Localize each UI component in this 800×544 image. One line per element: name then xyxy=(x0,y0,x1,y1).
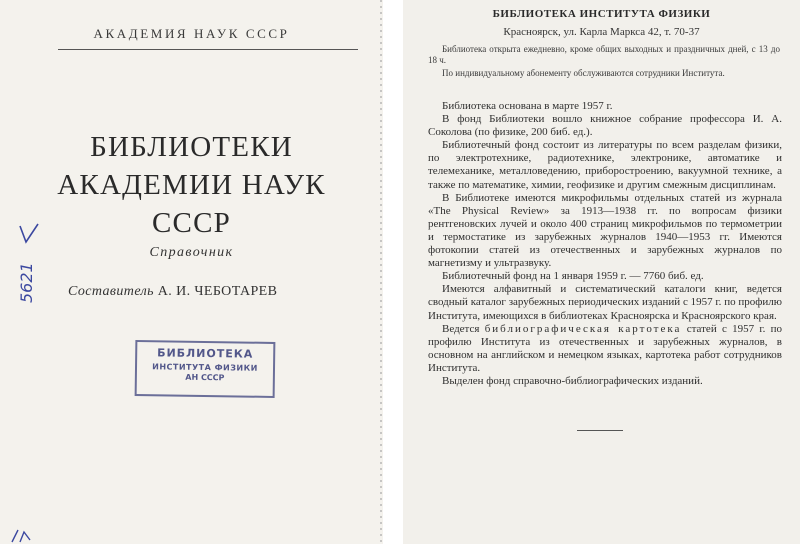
handwritten-inventory-number: 5621 xyxy=(17,262,36,303)
library-address: Красноярск, ул. Карла Маркса 42, т. 70-37 xyxy=(503,26,700,38)
pen-scribble-icon xyxy=(8,528,36,544)
paragraph: В фонд Библиотеки вошло книжное собрание профессора И. А. Соколова (по физике, 200 биб. ед.). xyxy=(428,113,782,139)
pen-checkmark-icon xyxy=(17,222,41,246)
header-rule xyxy=(58,49,358,50)
paragraph: Выделен фонд справочно-библиографических изданий. xyxy=(442,374,703,387)
author-role: Составитель xyxy=(68,284,154,299)
book-title-line: СССР xyxy=(152,207,231,239)
card-index-spaced: библиографическая картотека xyxy=(484,322,682,335)
paragraph: Имеются алфавитный и систематический каталоги книг, ведется сводный каталог зарубежных периодических изданий с 1957 г. по профилю Института, имеющихся в библиотеках Красноярска и Красноярского края. xyxy=(428,283,782,322)
publisher-heading: АКАДЕМИЯ НАУК СССР xyxy=(93,26,290,41)
book-subtitle: Справочник xyxy=(149,245,234,260)
subscription-note: По индивидуальному абонементу обслуживаются сотрудники Института. xyxy=(442,68,725,78)
book-author xyxy=(68,284,277,300)
book-title-line: АКАДЕМИИ НАУК xyxy=(57,169,326,201)
page-gap xyxy=(383,0,403,544)
paragraph: Библиотечный фонд на 1 января 1959 г. — 7760 биб. ед. xyxy=(442,270,704,283)
author-name: А. И. ЧЕБОТАРЕВ xyxy=(157,284,278,299)
paragraph: Библиотечный фонд состоит из литературы по всем разделам физики, по электротехнике, радиотехнике, электронике, автоматике и телемеханике, металловедению, приборостроению, вакуумной технике, а также по математике, химии, геофизике и другим смежным дисциплинам. xyxy=(428,139,782,191)
page-spine-edge xyxy=(374,0,383,544)
end-rule xyxy=(577,430,623,431)
book-title-line: БИБЛИОТЕКИ xyxy=(90,131,293,163)
paragraph: В Библиотеке имеются микрофильмы отдельных статей из журнала «The Physical Review» за 1913—1938 гг. по вопросам физики рентгеновских лучей и около 400 страниц микрофильмов по термометрии и термостатике из зарубежных журналов 1940—1953 гг. Имеются фотокопии статей из отечественных и зарубежных журналов по магнетизму и ультразвуку. xyxy=(428,191,782,270)
stamp-line: ИНСТИТУТА ФИЗИКИ xyxy=(152,362,258,373)
card-index-lead: Ведется xyxy=(442,322,480,335)
paragraph xyxy=(428,323,782,375)
stamp-line: АН СССР xyxy=(185,372,225,383)
library-description xyxy=(428,100,782,388)
stamp-line: БИБЛИОТЕКА xyxy=(157,346,254,361)
card-index-rest: статей с 1957 г. по профилю Института из отечественных и зарубежных журналов, в основном на английском и немецком языках, картотека работ сотрудников Института. xyxy=(428,322,783,374)
library-stamp xyxy=(135,340,276,398)
library-title: БИБЛИОТЕКА ИНСТИТУТА ФИЗИКИ xyxy=(492,8,711,20)
left-page xyxy=(0,0,383,544)
opening-hours-note: Библиотека открыта ежедневно, кроме общих выходных и праздничных дней, с 13 до 18 ч. xyxy=(428,44,780,65)
book-title xyxy=(0,128,383,242)
paragraph: Библиотека основана в марте 1957 г. xyxy=(442,100,613,112)
